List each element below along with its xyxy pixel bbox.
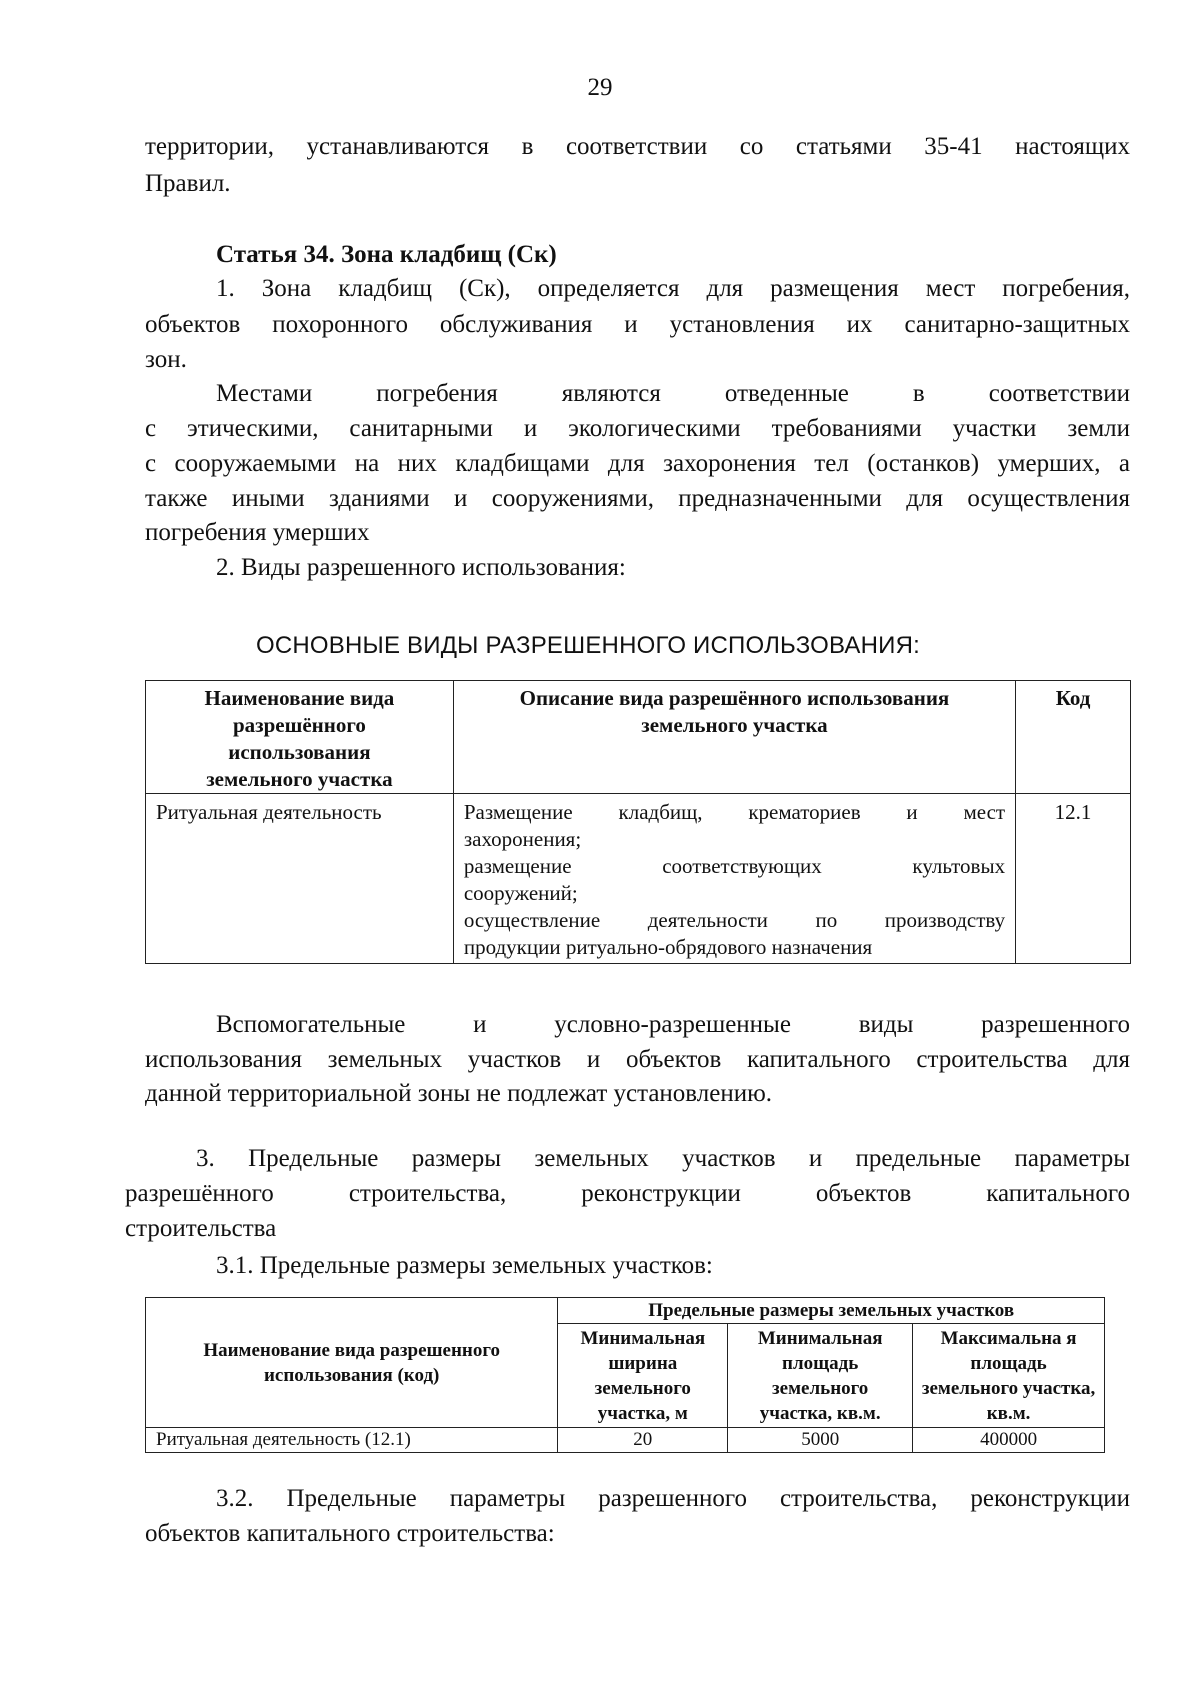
page-number: 29 bbox=[587, 74, 613, 101]
section-caps-heading: ОСНОВНЫЕ ВИДЫ РАЗРЕШЕННОГО ИСПОЛЬЗОВАНИЯ: bbox=[256, 632, 921, 659]
text-line: Местами погребения являются отведенные в соответствии bbox=[216, 380, 1130, 407]
text-line: объектов капитального строительства: bbox=[145, 1520, 555, 1547]
text-line: погребения умерших bbox=[145, 519, 370, 546]
table-cell: 20 bbox=[558, 1428, 728, 1453]
table-header-cell: Наименование вида разрешённого использования земельного участка bbox=[146, 681, 454, 794]
text-line: строительства bbox=[125, 1215, 277, 1242]
desc-line: Размещение кладбищ, крематориев и мест bbox=[463, 800, 1006, 824]
text-line: с этическими, санитарными и экологическими требованиями участки земли bbox=[145, 415, 1130, 442]
table-cell: Ритуальная деятельность bbox=[146, 794, 454, 964]
table-cell: 5000 bbox=[728, 1428, 913, 1453]
text-line: 2. Виды разрешенного использования: bbox=[216, 554, 626, 581]
desc-line: размещение соответствующих культовых bbox=[463, 854, 1006, 878]
desc-line: продукции ритуально-обрядового назначения bbox=[463, 935, 873, 959]
table-header-cell: Описание вида разрешённого использования земельного участка bbox=[453, 681, 1015, 794]
desc-line: осуществление деятельности по производству bbox=[463, 908, 1006, 932]
permitted-use-table bbox=[145, 680, 1131, 964]
text-line: 3.1. Предельные размеры земельных участков: bbox=[216, 1252, 713, 1279]
table-cell-description bbox=[453, 794, 1015, 964]
table-row bbox=[146, 1428, 1105, 1453]
text-line: также иными зданиями и сооружениями, предназначенными для осуществления bbox=[145, 485, 1130, 512]
table-header-cell: Наименование вида разрешенного использования (код) bbox=[146, 1298, 558, 1428]
desc-line: захоронения; bbox=[463, 827, 582, 851]
plot-size-table bbox=[145, 1297, 1105, 1453]
text-line: использования земельных участков и объектов капитального строительства для bbox=[145, 1046, 1130, 1073]
text-line: 3.2. Предельные параметры разрешенного строительства, реконструкции bbox=[216, 1485, 1130, 1512]
table-cell: Ритуальная деятельность (12.1) bbox=[146, 1428, 558, 1453]
text-line: 1. Зона кладбищ (Ск), определяется для размещения мест погребения, bbox=[216, 275, 1130, 302]
text-line: данной территориальной зоны не подлежат установлению. bbox=[145, 1080, 773, 1107]
text-line: Вспомогательные и условно-разрешенные виды разрешенного bbox=[216, 1011, 1130, 1038]
desc-line: сооружений; bbox=[463, 881, 578, 905]
table-header-cell: Максимальна я площадь земельного участка, кв.м. bbox=[913, 1324, 1105, 1428]
text-line: с сооружаемыми на них кладбищами для захоронения тел (останков) умерших, а bbox=[145, 450, 1130, 477]
text-line: территории, устанавливаются в соответствии со статьями 35-41 настоящих bbox=[145, 133, 1130, 160]
table-header-cell: Код bbox=[1016, 681, 1131, 794]
text-line: объектов похоронного обслуживания и установления их санитарно-защитных bbox=[145, 311, 1130, 338]
table-header-cell: Минимальная ширина земельного участка, м bbox=[558, 1324, 728, 1428]
table-header-group: Предельные размеры земельных участков bbox=[558, 1298, 1105, 1324]
text-line: зон. bbox=[145, 346, 187, 373]
text-line: 3. Предельные размеры земельных участков и предельные параметры bbox=[196, 1145, 1130, 1172]
text-line: разрешённого строительства, реконструкции объектов капитального bbox=[125, 1180, 1130, 1207]
table-row bbox=[146, 794, 1131, 964]
text-line: Правил. bbox=[145, 170, 231, 197]
table-cell-code: 12.1 bbox=[1016, 794, 1131, 964]
table-header-cell: Минимальная площадь земельного участка, кв.м. bbox=[728, 1324, 913, 1428]
article-heading: Статья 34. Зона кладбищ (Ск) bbox=[216, 241, 557, 268]
table-cell: 400000 bbox=[913, 1428, 1105, 1453]
